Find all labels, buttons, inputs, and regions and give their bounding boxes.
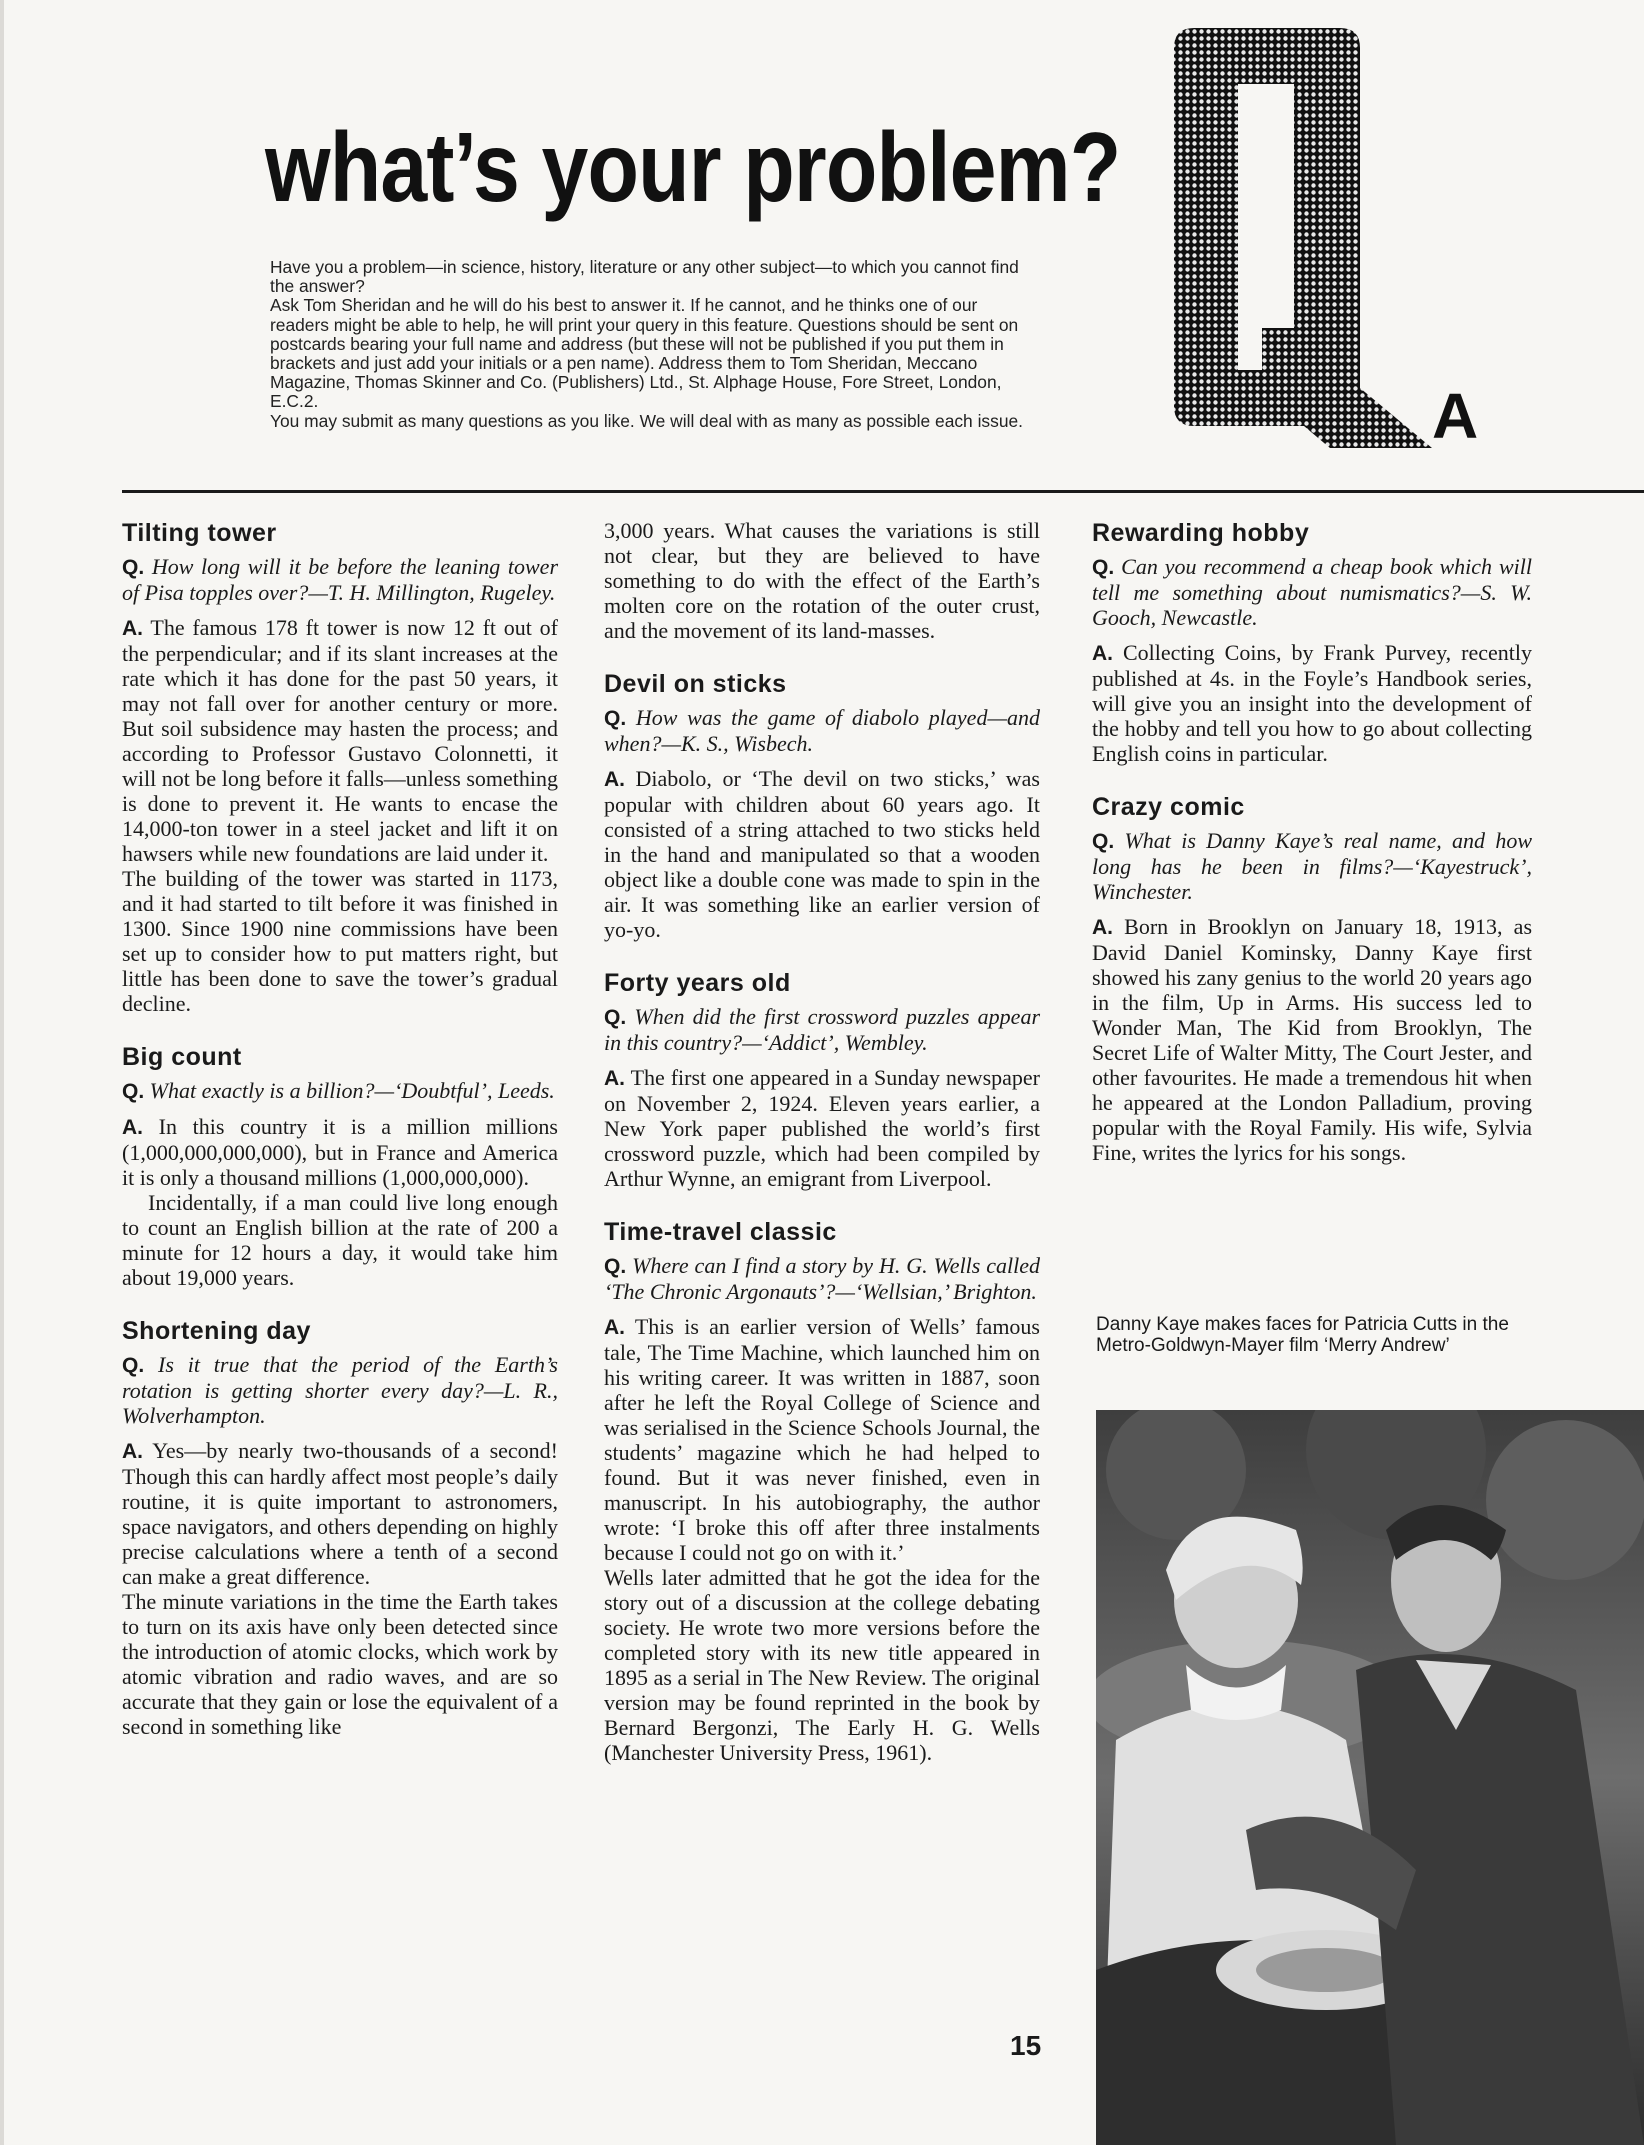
intro-paragraph-1: Have you a problem—in science, history, literature or any other subject—to which you cannot find the answer? xyxy=(270,257,1019,297)
intro-text xyxy=(270,258,1040,431)
column-1 xyxy=(122,518,558,1765)
question xyxy=(604,1253,1040,1304)
intro-paragraph-2: Ask Tom Sheridan and he will do his best to answer it. If he cannot, and he thinks one of our readers might be able to help, he will print your query in this feature. Questions should be sent on postcards bearing your full name and address (but these will not be published if you put them in brackets and just add your initials or a pen name). Address them to Tom Sheridan, Meccano Magazine, Thomas Skinner and Co. (Publishers) Ltd., St. Alphage House, Fore Street, London, E.C.2. xyxy=(270,295,1019,412)
article-heading: Tilting tower xyxy=(122,519,277,547)
a-label: A. xyxy=(122,1440,143,1463)
question-text: When did the first crossword puzzles appear in this country?—‘Addict’, Wembley. xyxy=(604,1004,1041,1055)
article-heading: Devil on sticks xyxy=(604,670,787,698)
answer-text: In this country it is a million millions (1,000,000,000,000), but in France and America it is only a thousand millions (1,000,000,000). xyxy=(122,1114,558,1190)
intro-paragraph-3: You may submit as many questions as you like. We will deal with as many as possible each issue. xyxy=(270,410,1023,431)
article-continuation xyxy=(604,518,1040,643)
question-text: Where can I find a story by H. G. Wells called ‘The Chronic Argonauts’?—‘Wellsian,’ Brighton. xyxy=(604,1253,1040,1304)
qa-logo xyxy=(1170,28,1520,448)
article-forty-years-old xyxy=(604,968,1040,1191)
column-3 xyxy=(1092,518,1532,1191)
article-big-count xyxy=(122,1042,558,1290)
answer-text: This is an earlier version of Wells’ famous tale, The Time Machine, which launched him on his writing career. It was written in 1887, soon after he left the Royal College of Science and was serialised in the Science Schools Journal, the students’ magazine which he had helped to found. But it was never finished, even in manuscript. In his autobiography, the author wrote: ‘I broke this off after three instalments because I could not go on with it.’ xyxy=(604,1314,1040,1565)
answer-text: Yes—by nearly two-thousands of a second! Though this can hardly affect most people’s daily routine, it is quite important to astronomers, space navigators, and others depending on highly precise calculations where a tenth of a second can make a great difference. xyxy=(122,1438,558,1589)
article-time-travel-classic xyxy=(604,1217,1040,1765)
answer-continued: Wells later admitted that he got the idea for the story out of a discussion at the college debating society. He wrote two more versions before the completed story with its new title appeared in 1895 as a serial in The New Review. The original version may be found reprinted in the book by Bernard Bergonzi, The Early H. G. Wells (Manchester University Press, 1961). xyxy=(604,1565,1040,1765)
question xyxy=(604,705,1040,756)
question xyxy=(1092,554,1532,630)
question xyxy=(122,1352,558,1428)
answer xyxy=(122,615,558,866)
article-heading: Big count xyxy=(122,1043,242,1071)
answer-continued: The building of the tower was started in 1173, and it had started to tilt before it was finished in 1300. Since 1900 nine commissions have been set up to consider how to put matters right, but little has been done to save the tower’s gradual decline. xyxy=(122,866,558,1016)
article-devil-on-sticks xyxy=(604,669,1040,942)
answer xyxy=(604,1314,1040,1565)
article-tilting-tower xyxy=(122,518,558,1016)
q-label: Q. xyxy=(1092,830,1115,853)
logo-letter-a: A xyxy=(1432,380,1479,448)
question-text: Is it true that the period of the Earth’s rotation is getting shorter every day?—L. R., Wolverhampton. xyxy=(122,1352,558,1428)
answer xyxy=(1092,914,1532,1165)
a-label: A. xyxy=(1092,642,1113,665)
question-text: What is Danny Kaye’s real name, and how long has he been in films?—‘Kayestruck’, Winchester. xyxy=(1092,828,1533,904)
answer-text: Diabolo, or ‘The devil on two sticks,’ was popular with children about 60 years ago. It consisted of a string attached to two sticks held in the hand and manipulated so that a wooden object like a double cone was made to spin in the air. It was something like an earlier version of yo-yo. xyxy=(604,766,1040,942)
a-label: A. xyxy=(604,1316,625,1339)
article-heading: Time-travel classic xyxy=(604,1218,837,1246)
continued-text: 3,000 years. What causes the variations is still not clear, but they are believed to have something to do with the effect of the Earth’s molten core on the rotation of the outer crust, and the movement of its land-masses. xyxy=(604,518,1040,643)
answer-text: The first one appeared in a Sunday newspaper on November 2, 1924. Eleven years earlier, a New York paper published the world’s first crossword puzzle, which had been compiled by Arthur Wynne, an emigrant from Liverpool. xyxy=(604,1065,1040,1191)
film-still-illustration xyxy=(1096,1410,1644,2145)
header-divider xyxy=(122,490,1644,493)
question-text: Can you recommend a cheap book which will tell me something about numismatics?—S. W. Gooch, Newcastle. xyxy=(1092,554,1533,630)
answer-continued: Incidentally, if a man could live long enough to count an English billion at the rate of 200 a minute for 12 hours a day, it would take him about 19,000 years. xyxy=(122,1190,558,1290)
question xyxy=(122,1078,558,1104)
answer xyxy=(1092,640,1532,766)
article-rewarding-hobby xyxy=(1092,518,1532,766)
article-crazy-comic xyxy=(1092,792,1532,1165)
film-still-photo xyxy=(1096,1410,1644,2145)
q-label: Q. xyxy=(604,1255,627,1278)
answer xyxy=(604,1065,1040,1191)
question xyxy=(604,1004,1040,1055)
page-number: 15 xyxy=(1010,2030,1042,2061)
answer xyxy=(122,1438,558,1589)
answer-text: Born in Brooklyn on January 18, 1913, as David Daniel Kominsky, Danny Kaye first showed his zany genius to the world 20 years ago in the film, Up in Arms. His success led to Wonder Man, The Kid from Brooklyn, The Secret Life of Walter Mitty, The Court Jester, and other favourites. He made a tremendous hit when he appeared at the London Palladium, proving popular with the Royal Family. His wife, Sylvia Fine, writes the lyrics for his songs. xyxy=(1092,914,1533,1165)
page-edge-shadow xyxy=(0,0,4,2145)
a-label: A. xyxy=(1092,916,1113,939)
a-label: A. xyxy=(604,1067,625,1090)
q-label: Q. xyxy=(122,556,145,579)
answer-continued: The minute variations in the time the Earth takes to turn on its axis have only been detected since the introduction of atomic clocks, which work by atomic vibration and radio waves, and are so accurate that they gain or lose the equivalent of a second in something like xyxy=(122,1589,558,1739)
article-heading: Rewarding hobby xyxy=(1092,519,1310,547)
column-2 xyxy=(604,518,1040,1791)
answer-text: Collecting Coins, by Frank Purvey, recently published at 4s. in the Foyle’s Handbook series, will give you an insight into the development of the hobby and tell you how to go about collecting English coins in particular. xyxy=(1092,640,1533,766)
page-title: what’s your problem? xyxy=(265,112,1121,222)
a-label: A. xyxy=(122,617,143,640)
q-label: Q. xyxy=(1092,556,1115,579)
answer xyxy=(122,1114,558,1190)
photo-caption: Danny Kaye makes faces for Patricia Cutts in the Metro-Goldwyn-Mayer film ‘Merry Andrew’ xyxy=(1096,1314,1509,1356)
a-label: A. xyxy=(604,768,625,791)
article-heading: Shortening day xyxy=(122,1317,311,1345)
answer-text: The famous 178 ft tower is now 12 ft out of the perpendicular; and if its slant increases at the rate which it has done for the past 50 years, it may not fall over for another century or more. But soil subsidence may hasten the process; and according to Professor Gustavo Colonnetti, it will not be long before it falls—unless something is done to prevent it. He wants to encase the 14,000-ton tower in a steel jacket and lift it on hawsers while new foundations are laid under it. xyxy=(122,615,558,866)
question-text: What exactly is a billion?—‘Doubtful’, Leeds. xyxy=(149,1078,555,1103)
answer xyxy=(604,766,1040,942)
question-text: How long will it be before the leaning tower of Pisa topples over?—T. H. Millington, Rugeley. xyxy=(122,554,559,605)
q-label: Q. xyxy=(122,1354,145,1377)
article-heading: Crazy comic xyxy=(1092,793,1245,821)
a-label: A. xyxy=(122,1116,143,1139)
question-text: How was the game of diabolo played—and when?—K. S., Wisbech. xyxy=(604,705,1041,756)
question xyxy=(1092,828,1532,904)
q-label: Q. xyxy=(122,1080,145,1103)
article-shortening-day xyxy=(122,1316,558,1739)
q-letter-icon xyxy=(1174,28,1432,448)
q-label: Q. xyxy=(604,707,627,730)
q-label: Q. xyxy=(604,1006,627,1029)
article-heading: Forty years old xyxy=(604,969,791,997)
question xyxy=(122,554,558,605)
